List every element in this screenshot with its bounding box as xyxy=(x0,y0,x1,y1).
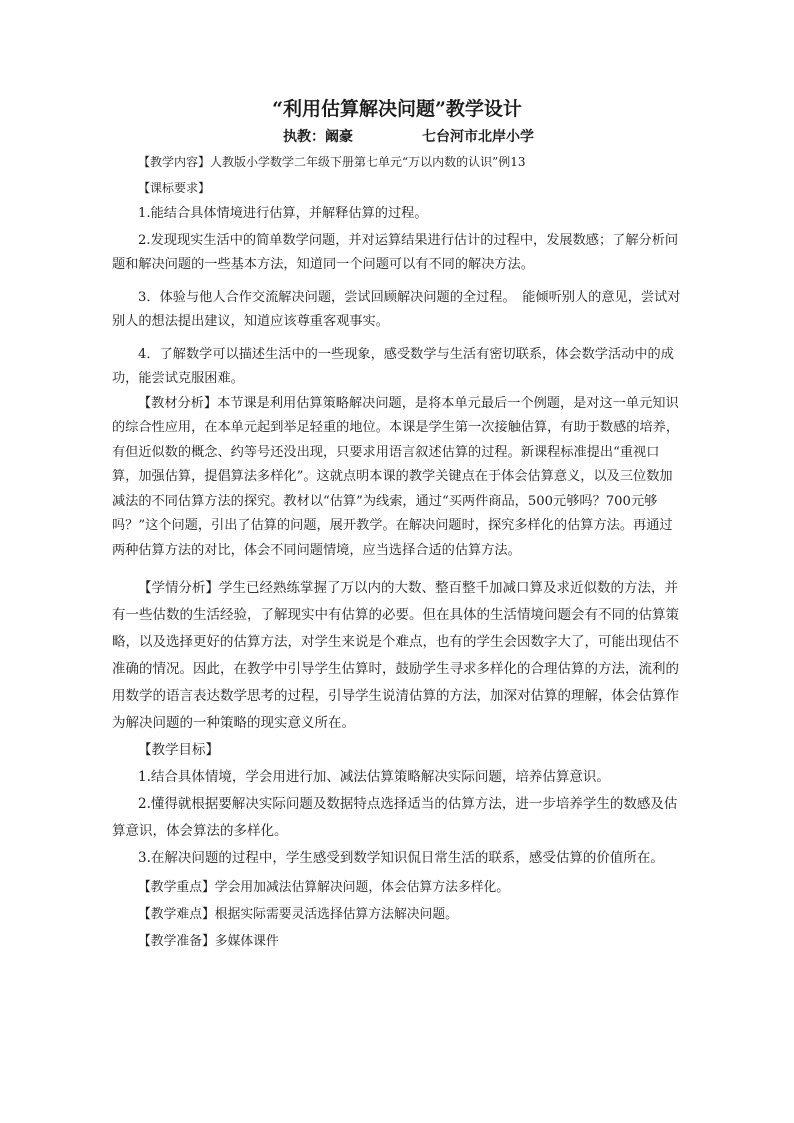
key-point: 【教学重点】学会用加减法估算解决问题，体会估算方法多样化。 xyxy=(138,880,510,895)
teaching-content: 【教学内容】人教版小学数学二年级下册第七单元“万以内数的认识”例13 xyxy=(138,155,526,169)
material-analysis: 【教材分析】本节课是利用估算策略解决问题，是将本单元最后一个例题，是对这一单元知识的综合性应用，在本单元起到举足轻重的地位。本课是学生第一次接触估算，有助于数感的培养，有但近似数的概念、约等号还没出现，只要求用语言叙述估算的过程。新课程标准提出“重视口算，加强估算，提倡算法多样化”。这就点明本课的教学关键点在于体会估算意义，以及三位数加减法的不同估算方法的探究。教材以“估算”为线索，通过“买两件商品，500元够吗？700元够吗？”这个问题，引出了估算的问题，展开教学。在解决问题时，探究多样化的估算方法。再通过两种估算方法的对比，体会不同问题情境，应当选择合适的估算方法。 xyxy=(112,395,680,558)
goals-heading: 【教学目标】 xyxy=(138,742,219,758)
document-page xyxy=(112,94,682,955)
goal-item-1: 1.结合具体情境，学会用进行加、减法估算策略解决实际问题，培养估算意识。 xyxy=(138,769,610,785)
preparation: 【教学准备】多媒体课件 xyxy=(138,934,279,949)
difficulty: 【教学难点】根据实际需要灵活选择估算方法解决问题。 xyxy=(138,907,458,922)
standards-heading: 【课标要求】 xyxy=(138,181,211,195)
standard-item-1: 1.能结合具体情境进行估算，并解释估算的过程。 xyxy=(138,206,428,221)
student-analysis: 【学情分析】学生已经熟练掌握了万以内的大数、整百整千加减口算及求近似数的方法，并有一些估数的生活经验，了解现实中有估算的必要。但在具体的生活情境问题会有不同的估算策略，以及选择更好的估算方法，对学生来说是个难点，也有的学生会因数字大了，可能出现估不准确的情况。因此，在教学中引导学生估算时，鼓励学生寻求多样化的合理估算的方法，流利的用数学的语言表达数学思考的过程，引导学生说清估算的方法，加深对估算的理解，体会估算作为解决问题的一种策略的现实意义所在。 xyxy=(112,580,679,731)
goal-item-2: 2.懂得就根据要解决实际问题及数据特点选择适当的估算方法，进一步培养学生的数感及估算意识，体会算法的多样化。 xyxy=(112,796,678,839)
document-title: “利用估算解决问题”教学设计 xyxy=(272,98,522,120)
teacher-name: 执教：阚豪 xyxy=(283,129,353,145)
school-name: 七台河市北岸小学 xyxy=(422,129,534,145)
standard-item-4: 4．了解数学可以描述生活中的一些现象，感受数学与生活有密切联系，体会数学活动中的成功，能尝试克服困难。 xyxy=(112,346,674,386)
author-line xyxy=(112,124,682,150)
standard-item-3: 3．体验与他人合作交流解决问题，尝试回顾解决问题的全过程。 能倾听别人的意见，尝试对别人的想法提出建议，知道应该尊重客观事实。 xyxy=(112,289,681,329)
goal-item-3: 3.在解决问题的过程中，学生感受到数学知识侃日常生活的联系，感受估算的价值所在。 xyxy=(138,850,664,866)
standard-item-2: 2.发现现实生活中的简单数学问题，并对运算结果进行估计的过程中，发展数感；了解分析问题和解决问题的一些基本方法，知道同一个问题可以有不同的解决方法。 xyxy=(112,232,679,272)
